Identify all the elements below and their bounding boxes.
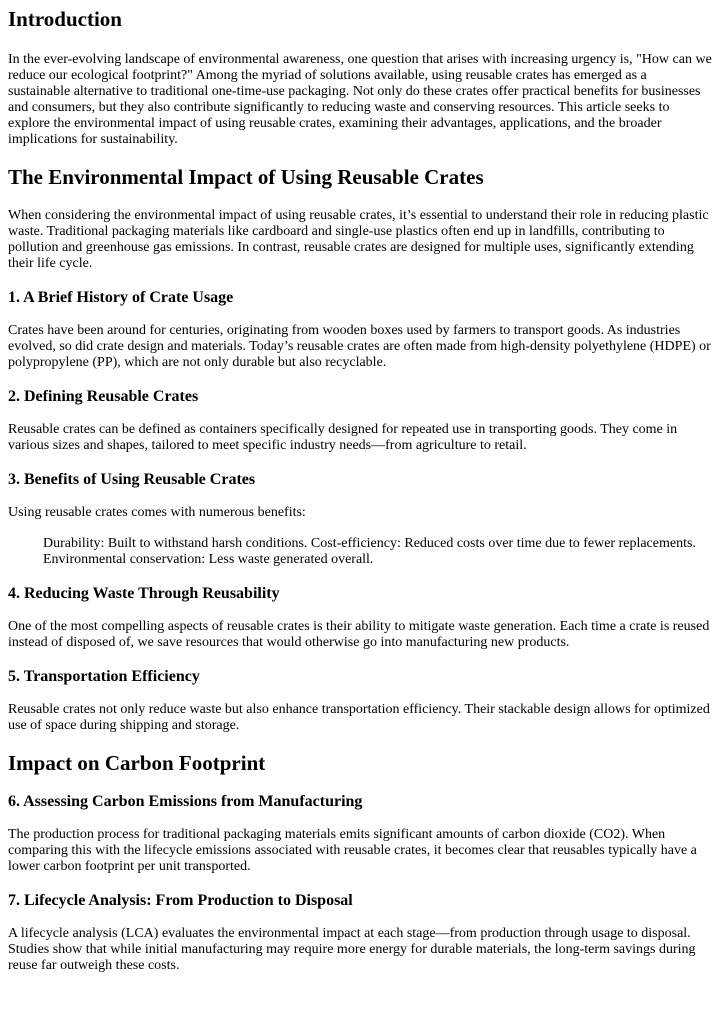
environmental-impact-heading: The Environmental Impact of Using Reusable Crates [8,165,484,189]
section-heading-benefits: 3. Benefits of Using Reusable Crates [8,471,256,488]
section-heading-transportation: 5. Transportation Efficiency [8,668,200,685]
section-heading-defining: 2. Defining Reusable Crates [8,388,199,405]
section-paragraph-transportation: Reusable crates not only reduce waste but also enhance transportation efficiency. Their stackable design allows for optimized use of space during shipping and storage. [8,702,710,733]
section-paragraph-history: Crates have been around for centuries, originating from wooden boxes used by farmers to transport goods. As industries evolved, so did crate design and materials. Today’s reusable crates are often made from high-density polyethylene (HDPE) or polypropylene (PP), which are not only durable but also recyclable. [8,323,711,370]
section-paragraph-defining: Reusable crates can be defined as containers specifically designed for repeated use in transporting goods. They come in various sizes and shapes, tailored to meet specific industry needs—from agriculture to retail. [8,422,678,453]
environmental-impact-paragraph: When considering the environmental impact of using reusable crates, it’s essential to understand their role in reducing plastic waste. Traditional packaging materials like cardboard and single-use plastics often end up in landfills, contributing to pollution and greenhouse gas emissions. In contrast, reusable crates are designed for multiple uses, significantly extending their life cycle. [8,208,709,271]
section-heading-history: 1. A Brief History of Crate Usage [8,289,234,306]
article [0,6,720,974]
section-paragraph-lifecycle-analysis: A lifecycle analysis (LCA) evaluates the environmental impact at each stage—from production through usage to disposal. Studies show that while initial manufacturing may require more energy for durable materials, the long-term savings during reuse far outweigh these costs. [8,926,696,973]
carbon-footprint-heading: Impact on Carbon Footprint [8,751,266,775]
section-paragraph-benefits: Using reusable crates comes with numerous benefits: [8,505,306,520]
section-paragraph-carbon-emissions: The production process for traditional packaging materials emits significant amounts of carbon dioxide (CO2). When comparing this with the lifecycle emissions associated with reusable crates, it becomes clear that reusables typically have a lower carbon footprint per unit transported. [8,827,697,874]
section-heading-lifecycle-analysis: 7. Lifecycle Analysis: From Production to Disposal [8,892,353,909]
section-heading-reducing-waste: 4. Reducing Waste Through Reusability [8,585,280,602]
introduction-heading: Introduction [8,7,122,31]
introduction-paragraph: In the ever-evolving landscape of environmental awareness, one question that arises with increasing urgency is, "How can we reduce our ecological footprint?" Among the myriad of solutions available, using reusable crates has emerged as a sustainable alternative to traditional one-time-use packaging. Not only do these crates offer practical benefits for businesses and consumers, but they also contribute significantly to reducing waste and conserving resources. This article seeks to explore the environmental impact of using reusable crates, examining their advantages, applications, and the broader implications for sustainability. [8,52,712,147]
section-paragraph-reducing-waste: One of the most compelling aspects of reusable crates is their ability to mitigate waste generation. Each time a crate is reused instead of disposed of, we save resources that would otherwise go into manufacturing new products. [8,619,710,650]
section-heading-carbon-emissions: 6. Assessing Carbon Emissions from Manufacturing [8,793,363,810]
benefits-list: Durability: Built to withstand harsh conditions. Cost-efficiency: Reduced costs over time due to fewer replacements. Environmental conservation: Less waste generated overall. [43,536,696,567]
